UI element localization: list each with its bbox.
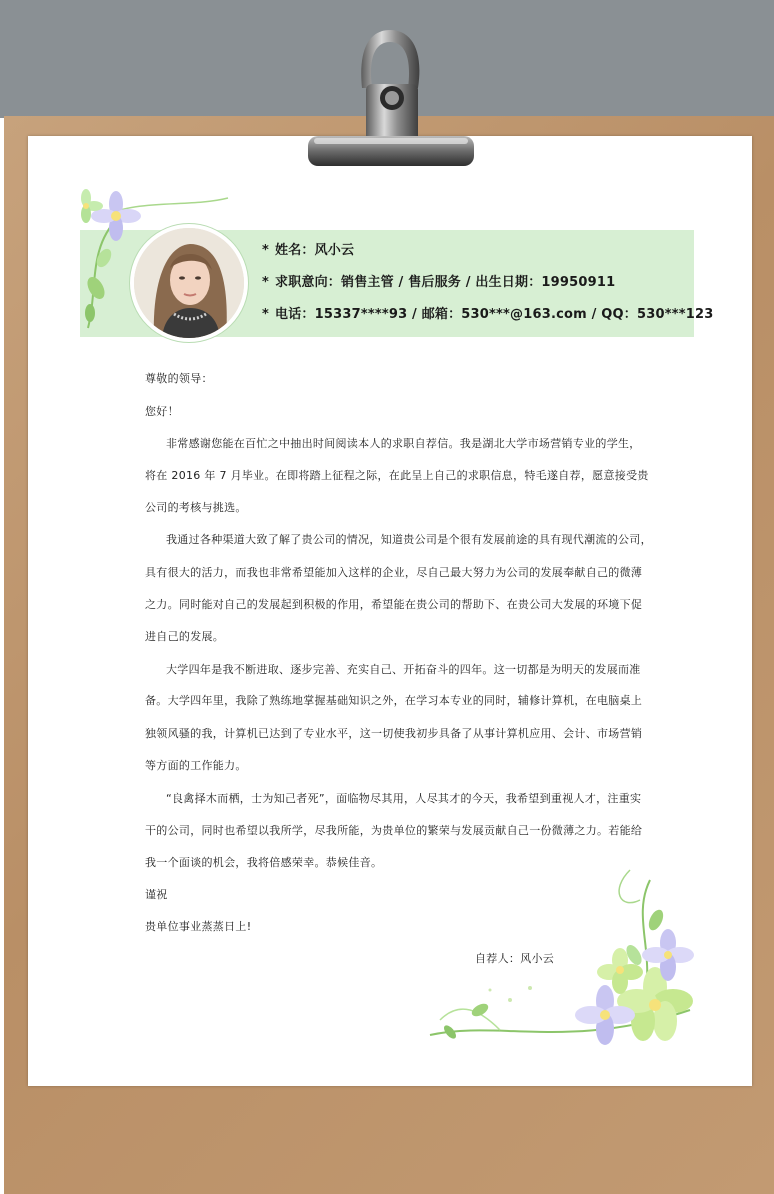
intent-line xyxy=(262,271,615,290)
contact-info: 电话：15337****93 / 邮箱：530***@163.com / QQ：530***123 xyxy=(275,307,714,322)
paragraph-line: 大学四年是我不断进取、逐步完善、充实自己、开拓奋斗的四年。这一切都是为明天的发展而准 xyxy=(166,663,641,676)
applicant-name: 姓名：风小云 xyxy=(275,243,355,258)
paragraph-line: 备。大学四年里，我除了熟练地掌握基础知识之外，在学习本专业的同时，辅修计算机，在电脑桌上 xyxy=(145,694,643,707)
letter-signature: 自荐人：风小云 xyxy=(475,952,555,965)
paragraph-line: 非常感谢您能在百忙之中抽出时间阅读本人的求职自荐信。我是湖北大学市场营销专业的学生， xyxy=(166,437,641,450)
paragraph-line: 我一个面谈的机会，我将倍感荣幸。恭候佳音。 xyxy=(145,856,383,869)
binder-clip-icon xyxy=(300,28,480,178)
paragraph-line: 之力。同时能对自己的发展起到积极的作用，希望能在贵公司的帮助下、在贵公司大发展的环境下促 xyxy=(145,598,643,611)
bullet-star: * xyxy=(262,275,269,290)
letter-closing: 谨祝 xyxy=(145,888,168,901)
flower-decoration-icon xyxy=(420,860,700,1065)
bullet-star: * xyxy=(262,307,269,322)
paragraph-line: 进自己的发展。 xyxy=(145,630,225,643)
portrait-photo xyxy=(134,228,244,338)
bullet-star: * xyxy=(262,243,269,258)
avatar xyxy=(130,224,248,342)
paragraph-line: “良禽择木而栖，士为知己者死”，面临物尽其用，人尽其才的今天，我希望到重视人才，注重实 xyxy=(166,792,642,805)
paragraph-line: 独领风骚的我，计算机已达到了专业水平，这一切使我初步具备了从事计算机应用、会计、市场营销 xyxy=(145,727,643,740)
paragraph-line: 具有很大的活力，而我也非常希望能加入这样的企业，尽自己最大努力为公司的发展奉献自己的微薄 xyxy=(145,566,643,579)
paragraph-line: 我通过各种渠道大致了解了贵公司的情况，知道贵公司是个很有发展前途的具有现代潮流的公司， xyxy=(166,533,652,546)
letter-wish: 贵单位事业蒸蒸日上! xyxy=(145,920,252,933)
name-line xyxy=(262,239,354,258)
letter-greeting: 尊敬的领导： xyxy=(145,372,213,385)
paragraph-line: 干的公司，同时也希望以我所学，尽我所能，为贵单位的繁荣与发展贡献自己一份微薄之力。若能给 xyxy=(145,824,643,837)
paragraph-line: 公司的考核与挑选。 xyxy=(145,501,247,514)
job-intent: 求职意向：销售主管 / 售后服务 / 出生日期：19950911 xyxy=(275,275,616,290)
letter-hello: 您好！ xyxy=(145,405,179,418)
paragraph-line: 等方面的工作能力。 xyxy=(145,759,247,772)
contact-line xyxy=(262,303,713,322)
paragraph-line: 将在 2016 年 7 月毕业。在即将踏上征程之际，在此呈上自己的求职信息，特毛遂自荐，愿意接受贵 xyxy=(145,469,649,482)
